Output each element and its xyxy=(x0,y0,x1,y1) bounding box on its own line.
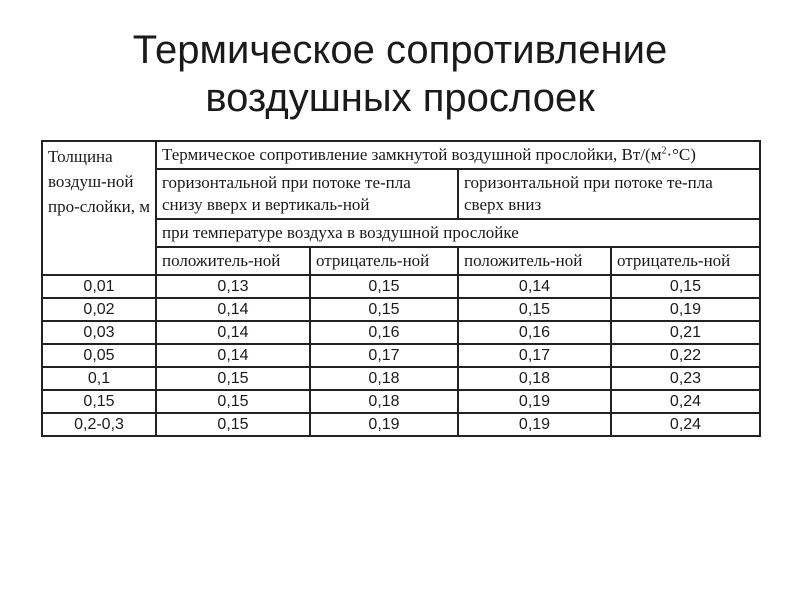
value-cell: 0,14 xyxy=(156,344,310,367)
header-row-main xyxy=(42,141,760,169)
value-cell: 0,24 xyxy=(611,413,760,436)
resistance-header-unit: ·°С) xyxy=(666,145,696,164)
value-cell: 0,14 xyxy=(156,321,310,344)
table-row xyxy=(42,344,760,367)
table-row xyxy=(42,367,760,390)
thickness-cell: 0,01 xyxy=(42,275,156,298)
table-row xyxy=(42,413,760,436)
value-cell: 0,15 xyxy=(458,298,611,321)
value-cell: 0,13 xyxy=(156,275,310,298)
thickness-cell: 0,1 xyxy=(42,367,156,390)
value-cell: 0,14 xyxy=(156,298,310,321)
value-cell: 0,14 xyxy=(458,275,611,298)
value-cell: 0,22 xyxy=(611,344,760,367)
value-cell: 0,16 xyxy=(310,321,458,344)
resistance-header xyxy=(156,141,760,169)
thermal-resistance-table xyxy=(41,140,761,437)
value-cell: 0,19 xyxy=(310,413,458,436)
thickness-cell: 0,15 xyxy=(42,390,156,413)
resistance-header-sup: 2 xyxy=(661,145,667,157)
value-cell: 0,15 xyxy=(611,275,760,298)
thickness-cell: 0,03 xyxy=(42,321,156,344)
resistance-header-text: Термическое сопротивление замкнутой воздушной прослойки, Вт/(м xyxy=(162,145,662,164)
thickness-cell: 0,2-0,3 xyxy=(42,413,156,436)
title-line-1: Термическое сопротивление xyxy=(132,28,668,72)
value-cell: 0,19 xyxy=(458,390,611,413)
value-cell: 0,24 xyxy=(611,390,760,413)
table-row xyxy=(42,275,760,298)
value-cell: 0,15 xyxy=(310,298,458,321)
orientation-header-downward: горизонтальной при потоке те-пла сверх вниз xyxy=(458,169,760,219)
thickness-cell: 0,05 xyxy=(42,344,156,367)
value-cell: 0,17 xyxy=(458,344,611,367)
positive-header-a: положитель-ной xyxy=(156,247,310,275)
value-cell: 0,15 xyxy=(156,390,310,413)
value-cell: 0,23 xyxy=(611,367,760,390)
negative-header-a: отрицатель-ной xyxy=(310,247,458,275)
value-cell: 0,17 xyxy=(310,344,458,367)
value-cell: 0,18 xyxy=(310,390,458,413)
value-cell: 0,15 xyxy=(156,413,310,436)
temperature-header: при температуре воздуха в воздушной прослойке xyxy=(156,219,760,247)
title-line-2: воздушных прослоек xyxy=(205,76,595,120)
value-cell: 0,18 xyxy=(310,367,458,390)
value-cell: 0,15 xyxy=(156,367,310,390)
value-cell: 0,15 xyxy=(310,275,458,298)
value-cell: 0,16 xyxy=(458,321,611,344)
value-cell: 0,18 xyxy=(458,367,611,390)
positive-header-b: положитель-ной xyxy=(458,247,611,275)
thickness-cell: 0,02 xyxy=(42,298,156,321)
value-cell: 0,19 xyxy=(458,413,611,436)
orientation-header-upward: горизонтальной при потоке те-пла снизу вверх и вертикаль-ной xyxy=(156,169,458,219)
negative-header-b: отрицатель-ной xyxy=(611,247,760,275)
value-cell: 0,19 xyxy=(611,298,760,321)
table-row xyxy=(42,321,760,344)
thickness-header: Толщина воздуш-ной про-слойки, м xyxy=(42,141,156,275)
slide-title xyxy=(0,26,800,122)
value-cell: 0,21 xyxy=(611,321,760,344)
table-row xyxy=(42,390,760,413)
table-row xyxy=(42,298,760,321)
